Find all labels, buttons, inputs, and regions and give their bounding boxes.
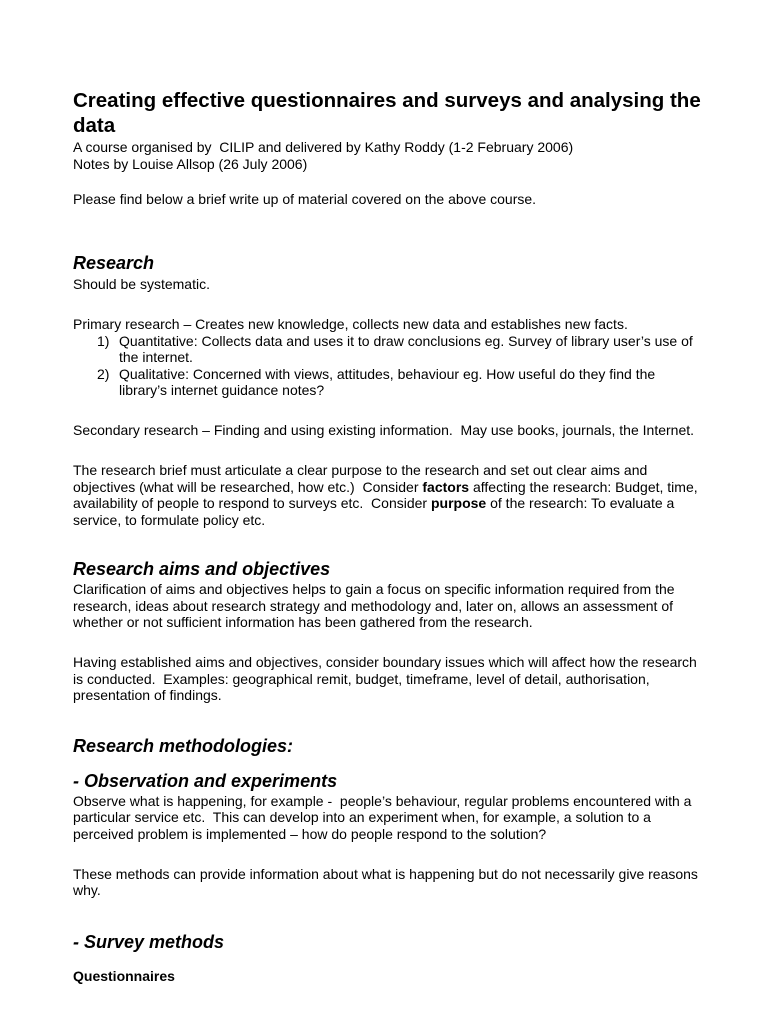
brief-text-part: The research brief must articulate a clear purpose to the research and set out clear aims and objectives (what will be researched, how etc.) Consider [73, 462, 652, 495]
notes-author-line: Notes by Louise Allsop (26 July 2006) [73, 155, 308, 172]
list-item-text: Qualitative: Concerned with views, attitudes, behaviour eg. How useful do they find the library’s internet guidance notes? [119, 365, 656, 398]
methodologies-heading: Research methodologies: [73, 735, 294, 756]
course-info-line: A course organised by CILIP and delivered by Kathy Roddy (1-2 February 2006) [73, 139, 574, 155]
brief-emphasis-factors: factors [422, 478, 470, 495]
brief-text-part: of the research: To evaluate a service, to formulate policy etc. [73, 495, 679, 528]
primary-research-text: Primary research – Creates new knowledge, collects new data and establishes new facts. [73, 316, 628, 332]
questionnaires-heading: Questionnaires [73, 967, 175, 984]
aims-paragraph-2: Having established aims and objectives, consider boundary issues which will affect how the research is conducted. Examples: geographical remit, budget, timeframe, level of detail, authorisation, presentation of findings. [73, 654, 701, 703]
aims-heading: Research aims and objectives [73, 559, 331, 579]
document-page [73, 89, 703, 984]
observation-paragraph-2: These methods can provide information about what is happening but do not necessarily give reasons why. [73, 865, 702, 898]
list-number: 1) [97, 332, 110, 349]
list-item [73, 366, 703, 399]
list-number: 2) [97, 365, 110, 382]
aims-paragraph-1: Clarification of aims and objectives helps to gain a focus on specific information required from the research, ideas about research strategy and methodology and, later on, allows an assessment of whether or not sufficient information has been gathered from the research. [73, 581, 679, 630]
research-heading: Research [73, 253, 155, 273]
observation-heading: - Observation and experiments [73, 770, 338, 791]
research-systematic-text: Should be systematic. [73, 276, 210, 292]
document-title: Creating effective questionnaires and surveys and analysing the data [73, 89, 701, 137]
brief-emphasis-purpose: purpose [430, 495, 487, 511]
list-item [73, 333, 703, 366]
brief-text-part: affecting the research: Budget, time, availability of people to respond to surveys etc. Consider [73, 478, 702, 511]
intro-paragraph: Please find below a brief write up of material covered on the above course. [73, 190, 537, 207]
research-brief-text [73, 462, 703, 528]
observation-paragraph-1: Observe what is happening, for example - people’s behaviour, regular problems encountered with a particular service etc. This can develop into an experiment when, for example, a solution to a perceived problem is implemented – how do people respond to the solution? [73, 792, 696, 842]
secondary-research-text: Secondary research – Finding and using existing information. May use books, journals, the Internet. [73, 422, 695, 438]
survey-methods-heading: - Survey methods [73, 931, 225, 952]
list-item-text: Quantitative: Collects data and uses it to draw conclusions eg. Survey of library user’s use of the internet. [119, 332, 693, 365]
research-type-list [73, 333, 703, 399]
